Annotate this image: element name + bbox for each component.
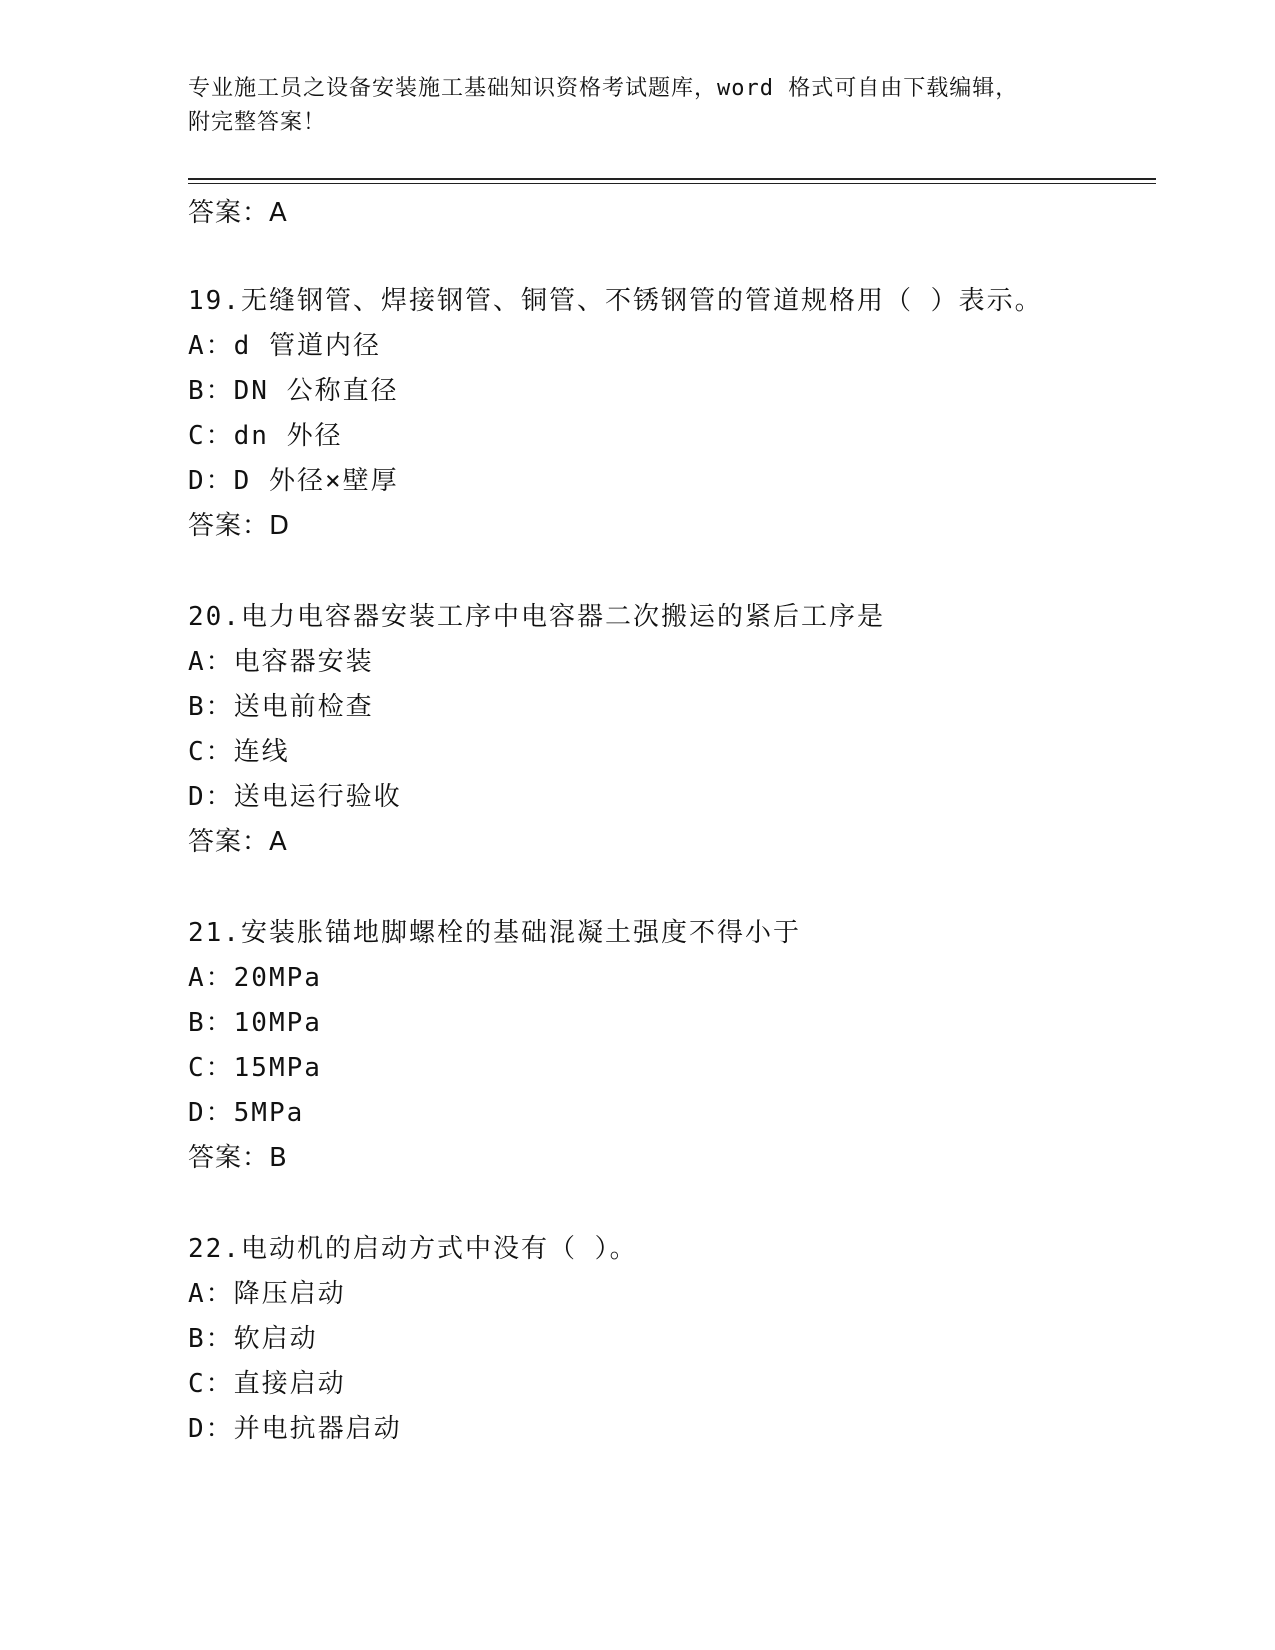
option-a: A：降压启动 bbox=[188, 1279, 346, 1309]
option-b: B：送电前检查 bbox=[188, 692, 374, 722]
option-a: A：20MPa bbox=[188, 963, 322, 993]
answer-line: 答案：B bbox=[188, 1143, 288, 1173]
option-d: D：并电抗器启动 bbox=[188, 1414, 402, 1444]
option-d: D：D 外径×壁厚 bbox=[188, 466, 399, 496]
header-divider-thick bbox=[188, 178, 1156, 180]
answer-line: 答案：A bbox=[188, 198, 288, 228]
option-d: D：5MPa bbox=[188, 1098, 305, 1128]
option-c: C：连线 bbox=[188, 737, 290, 767]
option-b: B：DN 公称直径 bbox=[188, 376, 399, 406]
option-c: C：dn 外径 bbox=[188, 421, 343, 451]
question-stem: 22.电动机的启动方式中没有（ ）。 bbox=[188, 1234, 638, 1264]
option-c: C：15MPa bbox=[188, 1053, 322, 1083]
question-stem: 19.无缝钢管、焊接钢管、铜管、不锈钢管的管道规格用（ ）表示。 bbox=[188, 286, 1043, 316]
answer-line: 答案：A bbox=[188, 827, 288, 857]
header-divider-thin bbox=[188, 183, 1156, 184]
option-a: A：电容器安装 bbox=[188, 647, 374, 677]
option-b: B：软启动 bbox=[188, 1324, 318, 1354]
option-c: C：直接启动 bbox=[188, 1369, 346, 1399]
answer-line: 答案：D bbox=[188, 511, 291, 541]
question-stem: 20.电力电容器安装工序中电容器二次搬运的紧后工序是 bbox=[188, 602, 885, 632]
header-line-2: 附完整答案！ bbox=[188, 110, 327, 135]
option-b: B：10MPa bbox=[188, 1008, 322, 1038]
header-line-1: 专业施工员之设备安装施工基础知识资格考试题库，word 格式可自由下载编辑， bbox=[188, 76, 1019, 101]
option-d: D：送电运行验收 bbox=[188, 782, 402, 812]
option-a: A：d 管道内径 bbox=[188, 331, 381, 361]
question-stem: 21.安装胀锚地脚螺栓的基础混凝土强度不得小于 bbox=[188, 918, 801, 948]
document-header bbox=[188, 72, 1088, 140]
